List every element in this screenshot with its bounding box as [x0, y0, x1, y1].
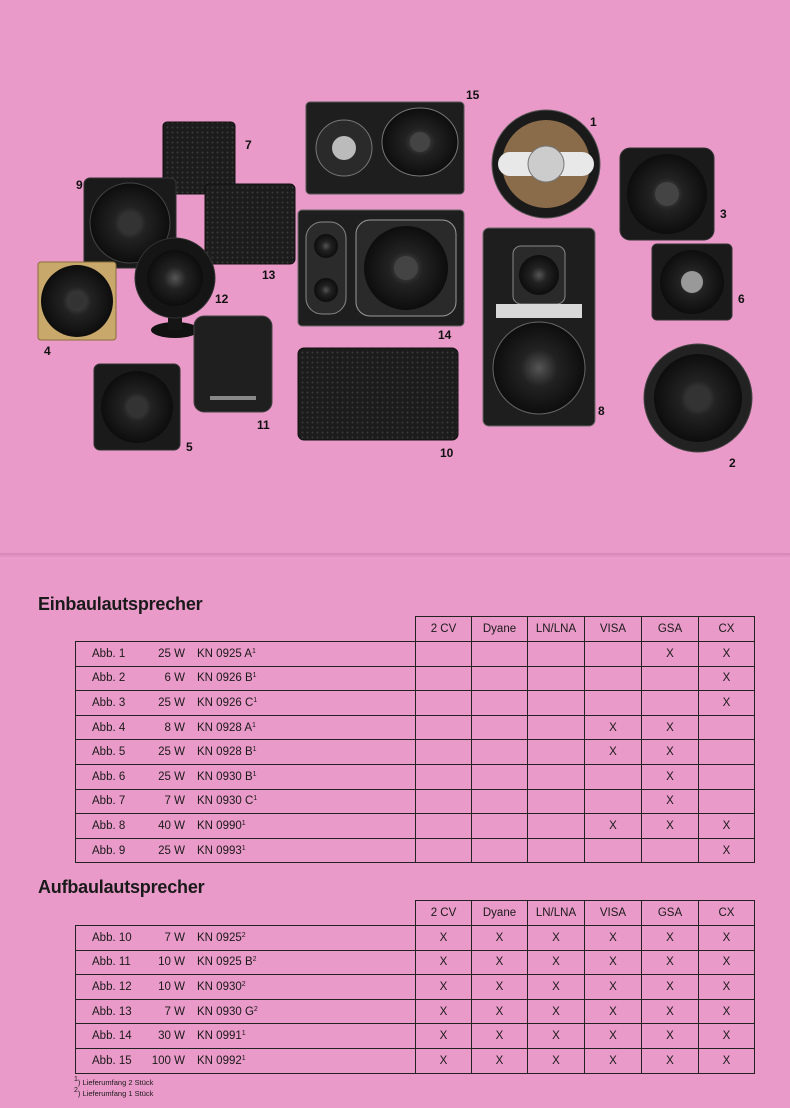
- watt-value: 10 W: [158, 980, 185, 993]
- compat-cell: [527, 641, 585, 667]
- compat-cell: X: [471, 950, 528, 976]
- compat-cell: [527, 764, 585, 790]
- compat-cell: X: [415, 1023, 472, 1049]
- table-row-label: [75, 739, 416, 765]
- watt-value: 7 W: [164, 931, 185, 944]
- compat-cell: [584, 690, 642, 716]
- part-number: KN 0925 $B^2$: [197, 956, 257, 969]
- speaker-15: [306, 102, 464, 194]
- table-row-label: [75, 1048, 416, 1074]
- compat-cell: X: [415, 925, 472, 951]
- speaker-13: [205, 184, 295, 264]
- column-header: Dyane: [471, 616, 528, 642]
- column-header: VISA: [584, 900, 642, 926]
- watt-value: 40 W: [158, 819, 185, 832]
- compat-cell: X: [641, 715, 699, 741]
- table-row-label: [75, 838, 416, 864]
- abb-label: Abb. 3: [92, 696, 126, 709]
- column-header: GSA: [641, 900, 699, 926]
- speaker-4: [38, 262, 116, 340]
- compat-cell: X: [698, 690, 755, 716]
- speaker-5: [94, 364, 180, 450]
- section-title-einbau: Einbaulautsprecher: [38, 594, 203, 614]
- figure-number: 8: [598, 404, 605, 418]
- column-header: VISA: [584, 616, 642, 642]
- footnote-2: $^2$) Lieferumfang 1 Stück: [74, 1087, 154, 1098]
- part-number: KN 0930$^2$: [197, 980, 246, 993]
- compat-cell: X: [527, 974, 585, 1000]
- compat-cell: X: [471, 974, 528, 1000]
- compat-cell: X: [698, 925, 755, 951]
- compat-cell: X: [641, 999, 699, 1025]
- speaker-1: [492, 110, 600, 218]
- compat-cell: [471, 813, 528, 839]
- compat-cell: [415, 641, 472, 667]
- compat-cell: [584, 666, 642, 692]
- compat-cell: X: [641, 1048, 699, 1074]
- part-number: KN 0930 $G^2$: [197, 1005, 258, 1018]
- speaker-14: [298, 210, 464, 326]
- compat-cell: X: [527, 999, 585, 1025]
- compat-cell: [527, 838, 585, 864]
- compat-cell: [527, 715, 585, 741]
- abb-label: Abb. 10: [92, 931, 132, 944]
- watt-value: 7 W: [164, 795, 185, 808]
- compat-cell: X: [471, 1048, 528, 1074]
- compat-cell: X: [471, 925, 528, 951]
- compat-cell: [415, 838, 472, 864]
- compat-cell: X: [415, 999, 472, 1025]
- compat-cell: X: [641, 813, 699, 839]
- section-title-aufbau: Aufbaulautsprecher: [38, 877, 205, 897]
- compat-cell: [415, 789, 472, 815]
- part-number: KN 0990$^1$: [197, 819, 246, 832]
- watt-value: 10 W: [158, 956, 185, 969]
- compat-cell: X: [641, 925, 699, 951]
- part-number: KN 0993$^1$: [197, 844, 246, 857]
- figure-number: 7: [245, 138, 252, 152]
- page-fold: [0, 553, 790, 559]
- speaker-illustration: [0, 0, 790, 520]
- part-number: KN 0925$^2$: [197, 931, 246, 944]
- compat-cell: [415, 813, 472, 839]
- compat-cell: X: [527, 925, 585, 951]
- figure-number: 11: [257, 418, 270, 432]
- column-header: LN/LNA: [527, 900, 585, 926]
- compat-cell: X: [527, 1048, 585, 1074]
- column-header: LN/LNA: [527, 616, 585, 642]
- compat-cell: X: [641, 764, 699, 790]
- compat-cell: X: [698, 999, 755, 1025]
- part-number: KN 0991$^1$: [197, 1030, 246, 1043]
- figure-number: 10: [440, 446, 454, 460]
- table-row-label: [75, 690, 416, 716]
- compat-cell: [471, 690, 528, 716]
- speaker-3: [620, 148, 714, 240]
- compat-cell: X: [641, 1023, 699, 1049]
- column-header: CX: [698, 616, 755, 642]
- compat-cell: [641, 666, 699, 692]
- compat-cell: [527, 666, 585, 692]
- compat-cell: [415, 666, 472, 692]
- compat-cell: [527, 813, 585, 839]
- compat-cell: X: [527, 950, 585, 976]
- watt-value: 25 W: [158, 844, 185, 857]
- compat-cell: [471, 641, 528, 667]
- abb-label: Abb. 15: [92, 1054, 132, 1067]
- watt-value: 25 W: [158, 746, 185, 759]
- watt-value: 6 W: [164, 672, 185, 685]
- column-header: CX: [698, 900, 755, 926]
- compat-cell: [471, 739, 528, 765]
- part-number: KN 0928 $A^1$: [197, 721, 256, 734]
- column-header: 2 CV: [415, 616, 472, 642]
- figure-number: 9: [76, 178, 83, 192]
- compat-cell: [471, 764, 528, 790]
- compat-cell: X: [641, 950, 699, 976]
- compat-cell: X: [584, 999, 642, 1025]
- watt-value: 30 W: [158, 1030, 185, 1043]
- speaker-2: [644, 344, 752, 452]
- compat-cell: [641, 838, 699, 864]
- table-row-label: [75, 813, 416, 839]
- table-row-label: [75, 641, 416, 667]
- compat-cell: [415, 690, 472, 716]
- compat-cell: X: [584, 715, 642, 741]
- table-row-label: [75, 666, 416, 692]
- compat-cell: [415, 739, 472, 765]
- compat-cell: [584, 641, 642, 667]
- compat-cell: [471, 838, 528, 864]
- compat-cell: [415, 764, 472, 790]
- compat-cell: [698, 764, 755, 790]
- abb-label: Abb. 7: [92, 795, 126, 808]
- abb-label: Abb. 12: [92, 980, 132, 993]
- compat-cell: X: [698, 838, 755, 864]
- figure-number: 6: [738, 292, 745, 306]
- compat-cell: X: [584, 1048, 642, 1074]
- table-row-label: [75, 999, 416, 1025]
- compat-cell: X: [698, 813, 755, 839]
- compat-cell: X: [641, 641, 699, 667]
- part-number: KN 0926 $B^1$: [197, 672, 257, 685]
- figure-number: 1: [590, 115, 597, 129]
- compat-cell: X: [698, 974, 755, 1000]
- figure-number: 14: [438, 328, 452, 342]
- figure-number: 4: [44, 344, 51, 358]
- compat-cell: X: [584, 739, 642, 765]
- speaker-6: [652, 244, 732, 320]
- watt-value: 7 W: [164, 1005, 185, 1018]
- watt-value: 8 W: [164, 721, 185, 734]
- figure-number: 3: [720, 207, 727, 221]
- part-number: KN 0928 $B^1$: [197, 746, 257, 759]
- table-row-label: [75, 1023, 416, 1049]
- compat-cell: [471, 715, 528, 741]
- compat-cell: [415, 715, 472, 741]
- table-row-label: [75, 925, 416, 951]
- compat-cell: X: [698, 1023, 755, 1049]
- compat-cell: X: [415, 974, 472, 1000]
- compat-cell: X: [698, 666, 755, 692]
- compat-cell: [698, 789, 755, 815]
- compat-cell: X: [584, 974, 642, 1000]
- compat-cell: [471, 789, 528, 815]
- part-number: KN 0925 $A^1$: [197, 647, 256, 660]
- compat-cell: X: [527, 1023, 585, 1049]
- compat-cell: [527, 789, 585, 815]
- compat-cell: X: [584, 813, 642, 839]
- speaker-11: [194, 316, 272, 412]
- figure-number: 13: [262, 268, 276, 282]
- column-header: Dyane: [471, 900, 528, 926]
- compat-cell: X: [584, 950, 642, 976]
- abb-label: Abb. 8: [92, 819, 126, 832]
- speaker-8: [483, 228, 595, 426]
- abb-label: Abb. 6: [92, 770, 126, 783]
- compat-cell: [471, 666, 528, 692]
- compat-cell: X: [471, 1023, 528, 1049]
- compat-cell: X: [641, 974, 699, 1000]
- compat-cell: X: [698, 950, 755, 976]
- part-number: KN 0930 $C^1$: [197, 795, 258, 808]
- compat-cell: X: [698, 1048, 755, 1074]
- figure-number: 5: [186, 440, 193, 454]
- abb-label: Abb. 4: [92, 721, 126, 734]
- part-number: KN 0930 $B^1$: [197, 770, 257, 783]
- compat-cell: X: [471, 999, 528, 1025]
- compat-cell: X: [641, 739, 699, 765]
- table-row-label: [75, 715, 416, 741]
- abb-label: Abb. 2: [92, 672, 126, 685]
- compat-cell: [698, 739, 755, 765]
- table-row-label: [75, 764, 416, 790]
- figure-number: 15: [466, 88, 480, 102]
- table-row-label: [75, 950, 416, 976]
- compat-cell: X: [698, 641, 755, 667]
- speaker-photo: [0, 0, 790, 520]
- compat-cell: [698, 715, 755, 741]
- compat-cell: [641, 690, 699, 716]
- table-row-label: [75, 974, 416, 1000]
- compat-cell: X: [415, 1048, 472, 1074]
- compat-cell: X: [641, 789, 699, 815]
- footnotes: [74, 1076, 153, 1098]
- figure-number: 12: [215, 292, 229, 306]
- abb-label: Abb. 13: [92, 1005, 132, 1018]
- compat-cell: X: [584, 1023, 642, 1049]
- abb-label: Abb. 9: [92, 844, 126, 857]
- compat-cell: [584, 789, 642, 815]
- abb-label: Abb. 5: [92, 746, 126, 759]
- compat-cell: [584, 838, 642, 864]
- figure-number: 2: [729, 456, 736, 470]
- watt-value: 100 W: [151, 1054, 185, 1067]
- table-row-label: [75, 789, 416, 815]
- compat-cell: X: [584, 925, 642, 951]
- abb-label: Abb. 11: [92, 956, 131, 969]
- watt-value: 25 W: [158, 647, 185, 660]
- compat-cell: [584, 764, 642, 790]
- footnote-1: $^1$) Lieferumfang 2 Stück: [74, 1076, 154, 1087]
- abb-label: Abb. 1: [92, 647, 126, 660]
- compat-cell: X: [415, 950, 472, 976]
- watt-value: 25 W: [158, 770, 185, 783]
- part-number: KN 0926 $C^1$: [197, 696, 258, 709]
- abb-label: Abb. 14: [92, 1030, 132, 1043]
- column-header: 2 CV: [415, 900, 472, 926]
- speaker-10: [298, 348, 458, 440]
- column-header: GSA: [641, 616, 699, 642]
- part-number: KN 0992$^1$: [197, 1054, 246, 1067]
- compat-cell: [527, 739, 585, 765]
- watt-value: 25 W: [158, 696, 185, 709]
- compat-cell: [527, 690, 585, 716]
